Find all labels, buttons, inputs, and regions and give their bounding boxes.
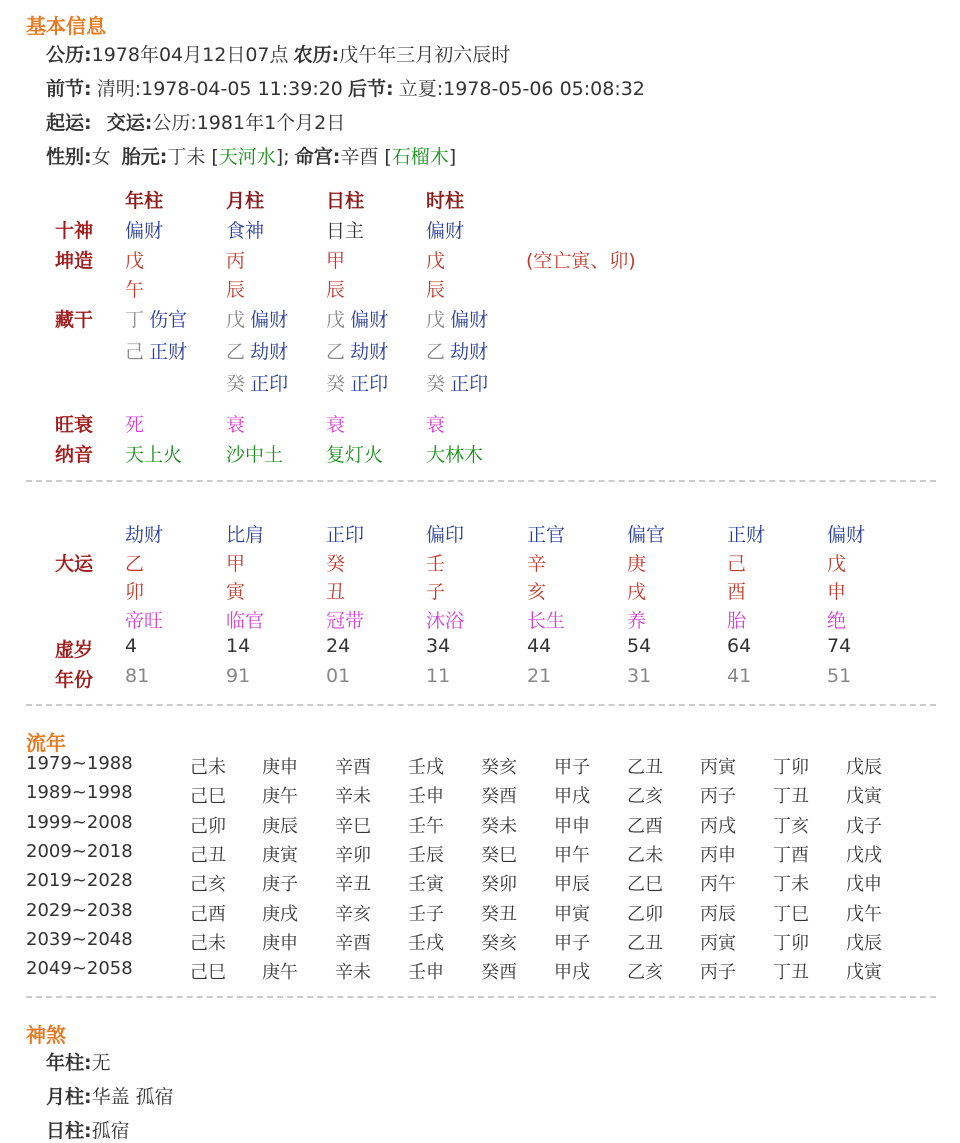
liunian-cell: 丙寅 — [700, 757, 736, 778]
liunian-cell: 辛未 — [335, 786, 371, 808]
dayun-dizhi-cell: 子 — [426, 581, 446, 603]
liunian-cell: 甲戌 — [554, 962, 590, 984]
row-label-canggan: 藏干 — [55, 309, 94, 331]
liunian-cell: 辛丑 — [335, 874, 371, 896]
dayun-dizhi-cell: 酉 — [727, 581, 747, 603]
nayin-cell: 大林木 — [426, 444, 484, 466]
dayun-xusui-cell: 24 — [326, 635, 351, 657]
dayun-nianfen-cell: 31 — [627, 665, 652, 687]
minggong-nayin: 石榴木 — [391, 146, 449, 168]
liunian-cell: 戊寅 — [846, 962, 882, 984]
liunian-cell: 辛卯 — [335, 844, 371, 866]
dayun-nianfen-cell: 41 — [727, 665, 752, 687]
dayun-xusui-cell: 74 — [827, 635, 852, 657]
canggan-item: 戊 偏财 — [426, 309, 489, 331]
dayun-tiangan-cell: 乙 — [125, 553, 145, 575]
liunian-range: 2049~2058 — [26, 958, 133, 980]
taiyuan-close: ]; — [275, 146, 290, 168]
liunian-cell: 丙子 — [700, 786, 736, 808]
gongli-line — [46, 40, 510, 67]
shishen-cell: 食神 — [226, 220, 265, 242]
nayin-cell: 沙中土 — [226, 444, 284, 466]
canggan-item: 乙 劫财 — [326, 341, 389, 363]
dayun-shishen-cell: 偏财 — [827, 524, 866, 546]
jiaoyun-label: 交运: — [106, 112, 153, 134]
liunian-cell: 甲寅 — [554, 903, 590, 925]
liunian-cell: 庚子 — [262, 874, 298, 896]
liunian-cell: 壬寅 — [408, 874, 444, 896]
row-label-nayin: 纳音 — [55, 444, 94, 466]
liunian-cell: 戊申 — [846, 874, 882, 896]
divider — [26, 996, 936, 998]
row-label-xusui: 虚岁 — [55, 639, 94, 661]
liunian-cell: 辛酉 — [335, 757, 371, 778]
liunian-title: 流年 — [26, 731, 66, 755]
dayun-shishen-cell: 偏官 — [627, 524, 666, 546]
liunian-cell: 甲子 — [554, 932, 590, 954]
liunian-cell: 壬子 — [408, 903, 444, 925]
tiangan-cell: 甲 — [326, 250, 346, 272]
dayun-dizhi-cell: 卯 — [125, 581, 145, 603]
minggong-value: 辛酉 [ — [340, 146, 392, 168]
liunian-cell: 癸亥 — [481, 932, 517, 954]
nayin-cell: 复灯火 — [326, 444, 384, 466]
liunian-cell: 戊辰 — [846, 757, 882, 778]
liunian-cell: 乙酉 — [627, 815, 663, 837]
canggan-item: 癸 正印 — [226, 373, 289, 395]
header-yuezhu: 月柱 — [226, 190, 265, 212]
liunian-cell: 甲午 — [554, 844, 590, 866]
liunian-cell: 丁未 — [773, 874, 809, 896]
canggan-item: 己 正财 — [125, 341, 188, 363]
liunian-cell: 辛酉 — [335, 932, 371, 954]
shensha-yuezhu: 月柱:华盖 孤宿 — [46, 1086, 174, 1108]
liunian-cell: 庚午 — [262, 962, 298, 984]
dayun-nianfen-cell: 51 — [827, 665, 852, 687]
liunian-cell: 乙丑 — [627, 757, 663, 778]
liunian-cell: 庚辰 — [262, 815, 298, 837]
dizhi-cell: 辰 — [426, 279, 446, 301]
tiangan-cell: 戊 — [426, 250, 446, 272]
dayun-changsheng-cell: 沐浴 — [426, 610, 465, 632]
liunian-cell: 乙亥 — [627, 786, 663, 808]
canggan-item: 戊 偏财 — [226, 309, 289, 331]
liunian-cell: 己未 — [190, 932, 226, 954]
minggong-close: ] — [448, 146, 457, 168]
dayun-xusui-cell: 54 — [627, 635, 652, 657]
dayun-xusui-cell: 44 — [527, 635, 552, 657]
liunian-cell: 丁酉 — [773, 844, 809, 866]
liunian-cell: 庚申 — [262, 932, 298, 954]
dayun-tiangan-cell: 癸 — [326, 553, 346, 575]
liunian-range: 1979~1988 — [26, 753, 133, 774]
liunian-cell: 戊戌 — [846, 844, 882, 866]
liunian-cell: 丙申 — [700, 844, 736, 866]
liunian-cell: 壬申 — [408, 786, 444, 808]
dayun-dizhi-cell: 寅 — [226, 581, 246, 603]
liunian-range: 2039~2048 — [26, 928, 133, 950]
jiaoyun-value: 公历:1981年1个月2日 — [152, 112, 346, 134]
qiyun-label: 起运: — [46, 112, 92, 134]
dayun-shishen-cell: 正官 — [527, 524, 566, 546]
liunian-cell: 壬辰 — [408, 844, 444, 866]
dayun-dizhi-cell: 丑 — [326, 581, 346, 603]
jieqi-line — [46, 74, 645, 101]
minggong-label: 命宫: — [294, 146, 341, 168]
liunian-cell: 乙卯 — [627, 903, 663, 925]
houjie-value: 立夏:1978-05-06 05:08:32 — [398, 78, 645, 100]
shishen-cell: 日主 — [326, 220, 365, 242]
dayun-xusui-cell: 4 — [125, 635, 138, 657]
dayun-dizhi-cell: 戌 — [627, 581, 647, 603]
liunian-cell: 丁丑 — [773, 962, 809, 984]
liunian-cell: 丁丑 — [773, 786, 809, 808]
dayun-shishen-cell: 比肩 — [226, 524, 265, 546]
liunian-cell: 乙亥 — [627, 962, 663, 984]
shensha-nianzhu: 年柱:无 — [46, 1052, 111, 1074]
taiyuan-nayin: 天河水 — [218, 146, 276, 168]
wangshuai-cell: 死 — [125, 414, 145, 436]
dayun-xusui-cell: 14 — [226, 635, 251, 657]
canggan-item: 癸 正印 — [426, 373, 489, 395]
houjie-label: 后节: — [348, 78, 394, 100]
dayun-shishen-cell: 正财 — [727, 524, 766, 546]
liunian-cell: 戊午 — [846, 903, 882, 925]
dayun-shishen-cell: 偏印 — [426, 524, 465, 546]
shensha-title: 神煞 — [26, 1023, 66, 1047]
liunian-cell: 丁亥 — [773, 815, 809, 837]
dayun-tiangan-cell: 己 — [727, 553, 747, 575]
wangshuai-cell: 衰 — [326, 414, 346, 436]
tiangan-cell: 戊 — [125, 250, 145, 272]
header-nianzhu: 年柱 — [125, 190, 164, 212]
liunian-cell: 丙寅 — [700, 932, 736, 954]
liunian-cell: 壬午 — [408, 815, 444, 837]
qianjie-value: 清明:1978-04-05 11:39:20 — [96, 78, 343, 100]
liunian-cell: 癸丑 — [481, 903, 517, 925]
dayun-changsheng-cell: 长生 — [527, 610, 566, 632]
dayun-nianfen-cell: 01 — [326, 665, 351, 687]
nayin-cell: 天上火 — [125, 444, 183, 466]
xingbie-label: 性别: — [46, 146, 92, 168]
liunian-cell: 壬戌 — [408, 932, 444, 954]
dayun-tiangan-cell: 庚 — [627, 553, 647, 575]
liunian-cell: 丙子 — [700, 962, 736, 984]
liunian-cell: 丙辰 — [700, 903, 736, 925]
liunian-cell: 庚申 — [262, 757, 298, 778]
shishen-cell: 偏财 — [426, 220, 465, 242]
dayun-shishen-cell: 正印 — [326, 524, 365, 546]
liunian-cell: 甲戌 — [554, 786, 590, 808]
basic-info-title: 基本信息 — [26, 14, 106, 38]
liunian-cell: 戊辰 — [846, 932, 882, 954]
liunian-cell: 乙丑 — [627, 932, 663, 954]
dayun-nianfen-cell: 21 — [527, 665, 552, 687]
gongli-value: 1978年04月12日07点 — [91, 44, 289, 66]
liunian-cell: 癸未 — [481, 815, 517, 837]
liunian-cell: 癸亥 — [481, 757, 517, 778]
dayun-dizhi-cell: 申 — [827, 581, 847, 603]
dayun-changsheng-cell: 冠带 — [326, 610, 365, 632]
liunian-cell: 癸卯 — [481, 874, 517, 896]
dayun-changsheng-cell: 帝旺 — [125, 610, 164, 632]
liunian-cell: 庚午 — [262, 786, 298, 808]
row-label-dayun: 大运 — [55, 553, 94, 575]
dayun-changsheng-cell: 胎 — [727, 610, 747, 632]
liunian-range: 1989~1998 — [26, 782, 133, 804]
liunian-cell: 戊寅 — [846, 786, 882, 808]
liunian-cell: 乙巳 — [627, 874, 663, 896]
qiyun-line — [46, 108, 345, 135]
liunian-cell: 己卯 — [190, 815, 226, 837]
liunian-cell: 己未 — [190, 757, 226, 778]
dayun-nianfen-cell: 11 — [426, 665, 451, 687]
liunian-cell: 己亥 — [190, 874, 226, 896]
qianjie-label: 前节: — [46, 78, 92, 100]
liunian-cell: 庚戌 — [262, 903, 298, 925]
liunian-cell: 丁卯 — [773, 932, 809, 954]
row-label-shishen: 十神 — [55, 220, 94, 242]
canggan-item: 乙 劫财 — [226, 341, 289, 363]
dayun-tiangan-cell: 甲 — [226, 553, 246, 575]
canggan-item: 乙 劫财 — [426, 341, 489, 363]
tiangan-cell: 丙 — [226, 250, 246, 272]
liunian-cell: 己丑 — [190, 844, 226, 866]
dayun-nianfen-cell: 91 — [226, 665, 251, 687]
liunian-cell: 壬申 — [408, 962, 444, 984]
liunian-cell: 甲子 — [554, 757, 590, 778]
divider — [26, 480, 936, 482]
header-shizhu: 时柱 — [426, 190, 465, 212]
wangshuai-cell: 衰 — [226, 414, 246, 436]
liunian-cell: 癸酉 — [481, 786, 517, 808]
liunian-range: 2009~2018 — [26, 840, 133, 862]
liunian-cell: 甲申 — [554, 815, 590, 837]
liunian-cell: 丁卯 — [773, 757, 809, 778]
row-label-wangshuai: 旺衰 — [55, 414, 94, 436]
liunian-range: 1999~2008 — [26, 811, 133, 833]
liunian-cell: 丁巳 — [773, 903, 809, 925]
liunian-cell: 辛未 — [335, 962, 371, 984]
liunian-cell: 乙未 — [627, 844, 663, 866]
nongli-label: 农历: — [293, 44, 340, 66]
nongli-value: 戊午年三月初六辰时 — [339, 44, 511, 66]
row-label-kunzao: 坤造 — [55, 250, 94, 272]
liunian-cell: 壬戌 — [408, 757, 444, 778]
taiyuan-value: 丁未 [ — [167, 146, 219, 168]
gongli-label: 公历: — [46, 44, 92, 66]
row-label-nianfen: 年份 — [55, 669, 94, 691]
liunian-cell: 己巳 — [190, 962, 226, 984]
liunian-cell: 甲辰 — [554, 874, 590, 896]
dayun-tiangan-cell: 壬 — [426, 553, 446, 575]
canggan-item: 丁 伤官 — [125, 309, 188, 331]
header-rizhu: 日柱 — [326, 190, 365, 212]
dayun-shishen-cell: 劫财 — [125, 524, 164, 546]
liunian-cell: 辛亥 — [335, 903, 371, 925]
liunian-cell: 己酉 — [190, 903, 226, 925]
liunian-range: 2019~2028 — [26, 870, 133, 892]
xingbie-value: 女 — [91, 146, 111, 168]
dayun-changsheng-cell: 养 — [627, 610, 647, 632]
liunian-cell: 己巳 — [190, 786, 226, 808]
liunian-cell: 丙午 — [700, 874, 736, 896]
xingbie-line — [46, 142, 456, 169]
canggan-item: 癸 正印 — [326, 373, 389, 395]
dayun-dizhi-cell: 亥 — [527, 581, 547, 603]
wangshuai-cell: 衰 — [426, 414, 446, 436]
dayun-changsheng-cell: 临官 — [226, 610, 265, 632]
divider — [26, 704, 936, 706]
dayun-xusui-cell: 34 — [426, 635, 451, 657]
shishen-cell: 偏财 — [125, 220, 164, 242]
dayun-nianfen-cell: 81 — [125, 665, 150, 687]
dayun-tiangan-cell: 辛 — [527, 553, 547, 575]
dizhi-cell: 辰 — [226, 279, 246, 301]
dizhi-cell: 午 — [125, 279, 145, 301]
liunian-cell: 戊子 — [846, 815, 882, 837]
kongwang-note: (空亡寅、卯) — [526, 250, 636, 272]
shensha-rizhu: 日柱:孤宿 — [46, 1120, 130, 1142]
dayun-tiangan-cell: 戊 — [827, 553, 847, 575]
liunian-cell: 癸酉 — [481, 962, 517, 984]
liunian-cell: 癸巳 — [481, 844, 517, 866]
dayun-changsheng-cell: 绝 — [827, 610, 847, 632]
dayun-xusui-cell: 64 — [727, 635, 752, 657]
liunian-cell: 庚寅 — [262, 844, 298, 866]
liunian-range: 2029~2038 — [26, 899, 133, 921]
liunian-cell: 辛巳 — [335, 815, 371, 837]
taiyuan-label: 胎元: — [121, 146, 168, 168]
canggan-item: 戊 偏财 — [326, 309, 389, 331]
dizhi-cell: 辰 — [326, 279, 346, 301]
liunian-cell: 丙戌 — [700, 815, 736, 837]
